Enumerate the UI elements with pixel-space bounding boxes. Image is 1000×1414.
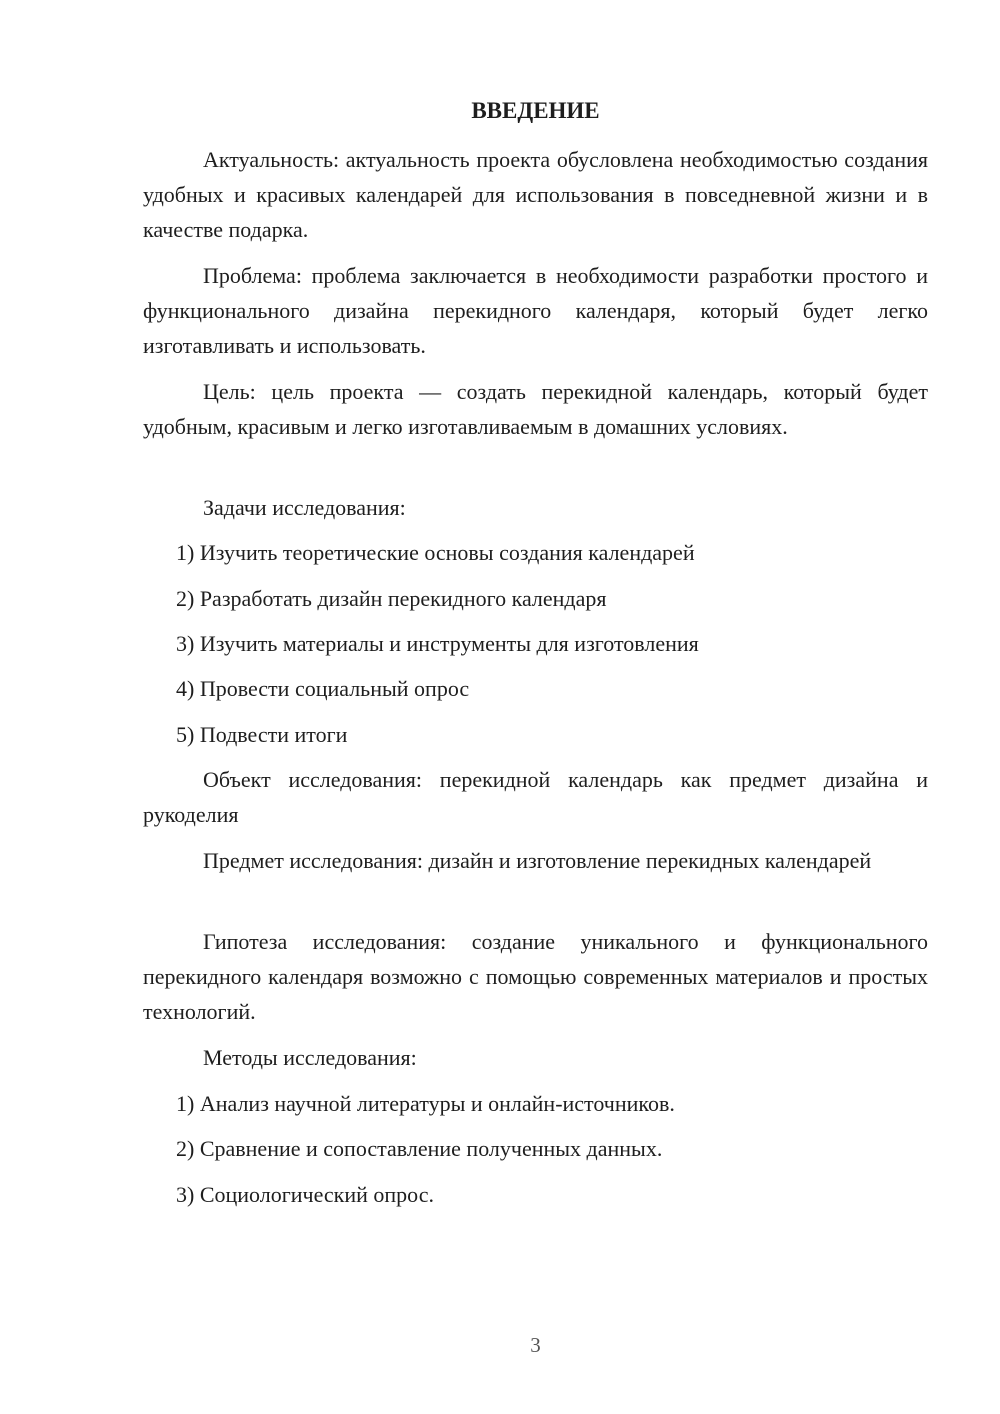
list-item: 2) Сравнение и сопоставление полученных данных. xyxy=(176,1136,663,1161)
problem-paragraph: Проблема: проблема заключается в необходимости разработки простого и функционального дизайна перекидного календаря, который будет легко изготавливать и использовать. xyxy=(143,263,928,358)
list-item: 2) Разработать дизайн перекидного календаря xyxy=(176,586,607,611)
list-item: 1) Анализ научной литературы и онлайн-источников. xyxy=(176,1091,675,1116)
methods-label: Методы исследования: xyxy=(203,1045,417,1070)
tasks-label: Задачи исследования: xyxy=(203,495,406,520)
list-item: 1) Изучить теоретические основы создания календарей xyxy=(176,540,695,565)
goal-paragraph: Цель: цель проекта — создать перекидной календарь, который будет удобным, красивым и легко изготавливаемым в домашних условиях. xyxy=(143,379,928,439)
relevance-paragraph: Актуальность: актуальность проекта обусловлена необходимостью создания удобных и красивых календарей для использования в повседневной жизни и в качестве подарка. xyxy=(143,147,928,242)
list-item: 4) Провести социальный опрос xyxy=(176,676,470,701)
section-heading: ВВЕДЕНИЕ xyxy=(471,98,600,123)
list-item: 3) Изучить материалы и инструменты для изготовления xyxy=(176,631,699,656)
list-item: 5) Подвести итоги xyxy=(176,722,348,747)
document-page xyxy=(143,0,928,1414)
page-number: 3 xyxy=(530,1333,541,1357)
hypothesis-paragraph: Гипотеза исследования: создание уникального и функционального перекидного календаря возможно с помощью современных материалов и простых технологий. xyxy=(143,929,928,1024)
list-item: 3) Социологический опрос. xyxy=(176,1182,434,1207)
object-paragraph: Объект исследования: перекидной календарь как предмет дизайна и рукоделия xyxy=(143,767,928,827)
subject-paragraph: Предмет исследования: дизайн и изготовление перекидных календарей xyxy=(203,848,872,873)
